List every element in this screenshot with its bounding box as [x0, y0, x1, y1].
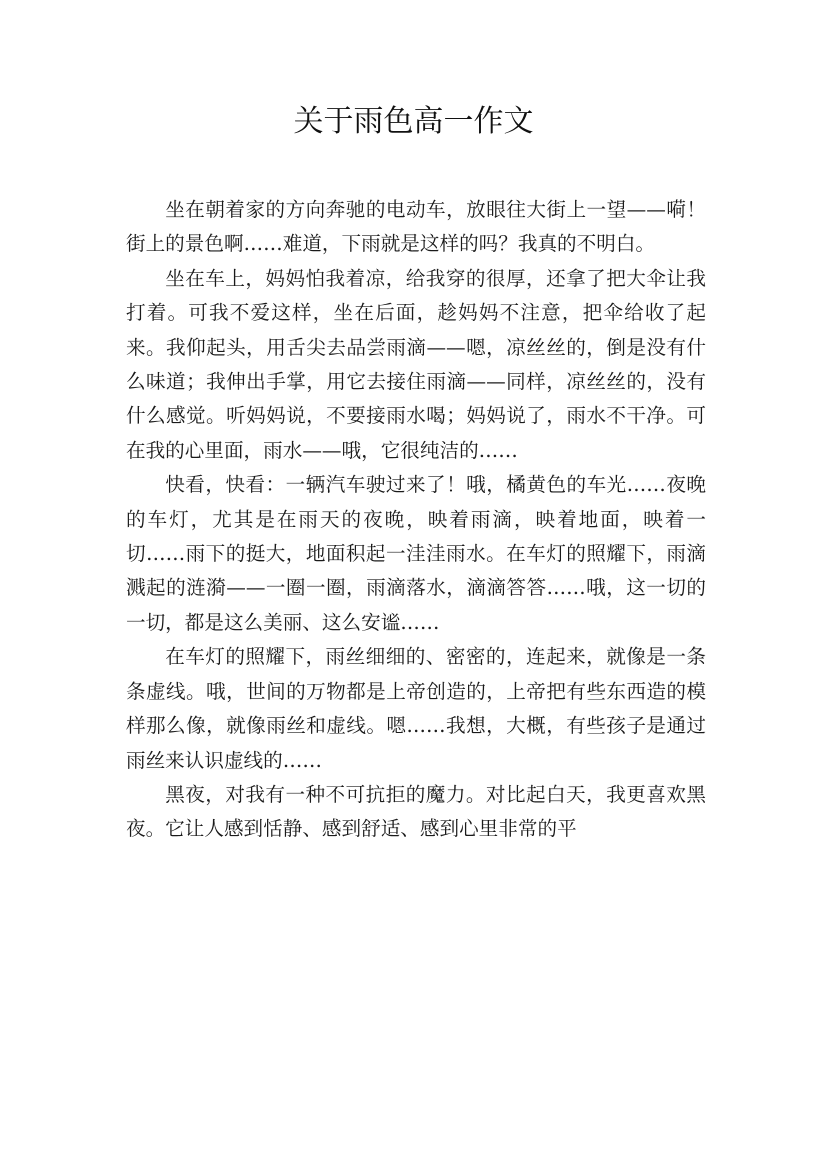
paragraph-2: 坐在车上，妈妈怕我着凉，给我穿的很厚，还拿了把大伞让我打着。可我不爱这样，坐在后面，趁妈妈不注意，把伞给收了起来。我仰起头，用舌尖去品尝雨滴——嗯，凉丝丝的，倒是没有什么味道；我伸出手掌，用它去接住雨滴——同样，凉丝丝的，没有什么感觉。听妈妈说，不要接雨水喝；妈妈说了，雨水不干净。可在我的心里面，雨水——哦，它很纯洁的…… [126, 266, 706, 462]
paragraph-5: 黑夜，对我有一种不可抗拒的魔力。对比起白天，我更喜欢黑夜。它让人感到恬静、感到舒适、感到心里非常的平 [126, 782, 706, 841]
paragraph-4: 在车灯的照耀下，雨丝细细的、密密的，连起来，就像是一条条虚线。哦，世间的万物都是上帝创造的，上帝把有些东西造的模样那么像，就像雨丝和虚线。嗯……我想，大概，有些孩子是通过雨丝来认识虚线的…… [126, 645, 706, 772]
document-title: 关于雨色高一作文 [293, 104, 534, 139]
document-body [126, 193, 706, 847]
paragraph-3: 快看，快看：一辆汽车驶过来了！哦，橘黄色的车光……夜晚的车灯，尤其是在雨天的夜晚，映着雨滴，映着地面，映着一切……雨下的挺大，地面积起一洼洼雨水。在车灯的照耀下，雨滴溅起的涟漪——一圈一圈，雨滴落水，滴滴答答……哦，这一切的一切，都是这么美丽、这么安谧…… [126, 473, 706, 634]
paragraph-1: 坐在朝着家的方向奔驰的电动车，放眼往大街上一望——嗬！街上的景色啊……难道，下雨就是这样的吗？我真的不明白。 [126, 198, 706, 256]
